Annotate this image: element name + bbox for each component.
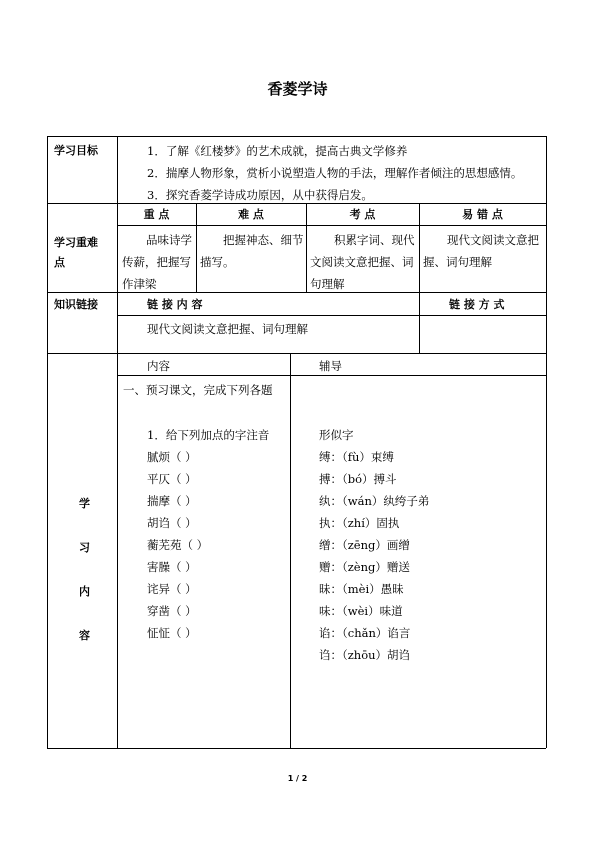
focus-cell-key: 品味诗学传薪，把握写作津梁 (122, 233, 192, 291)
goal-item-2: 2．揣摩人物形象，赏析小说塑造人物的手法，理解作者倾注的思想感情。 (147, 166, 523, 180)
list-item: 平仄（ ） (147, 472, 197, 486)
list-item: 缯：（zēng）画缯 (319, 538, 410, 552)
list-item: 缚：（fù）束缚 (319, 450, 394, 464)
list-item: 搏：（bó）搏斗 (319, 472, 397, 486)
task-sub: 1．给下列加点的字注音 (147, 428, 270, 442)
page-number: 1 / 2 (287, 774, 308, 783)
task-heading: 一、预习课文，完成下列各题 (123, 383, 273, 397)
list-item: 蘅芜苑（ ） (147, 538, 209, 552)
links-content: 现代文阅读文意把握、词句理解 (147, 322, 308, 336)
study-col-guide: 辅导 (319, 359, 342, 373)
focus-header-exam: 考 点 (349, 208, 376, 221)
links-label: 知识链接 (54, 298, 98, 311)
study-col-content: 内容 (147, 359, 170, 373)
study-label-char-2: 习 (79, 541, 90, 554)
links-content-header: 链 接 内 容 (147, 298, 203, 311)
goals-label: 学习目标 (54, 144, 98, 157)
focus-cell-error: 现代文阅读文意把握、词句理解 (423, 233, 539, 269)
list-item: 诌：（zhōu）胡诌 (319, 648, 411, 662)
study-label-char-4: 容 (79, 629, 90, 642)
focus-header-error: 易 错 点 (462, 208, 503, 221)
list-item: 害臊（ ） (147, 560, 197, 574)
list-item: 揣摩（ ） (147, 494, 197, 508)
guide-heading: 形似字 (319, 428, 354, 442)
list-item: 穿凿（ ） (147, 604, 197, 618)
focus-label-line1: 学习重难 (54, 236, 98, 249)
links-method-header: 链 接 方 式 (449, 298, 505, 311)
focus-cell-exam: 积累字词、现代文阅读文意把握、词句理解 (310, 233, 415, 291)
list-item: 执：（zhí）固执 (319, 516, 400, 530)
list-item: 怔怔（ ） (147, 626, 197, 640)
study-label-char-1: 学 (79, 497, 90, 510)
focus-cell-difficult: 把握神态、细节描写。 (200, 233, 304, 269)
list-item: 味：（wèi）味道 (319, 604, 403, 618)
list-item: 赠：（zèng）赠送 (319, 560, 410, 574)
page-title: 香菱学诗 (267, 80, 328, 98)
focus-label-line2: 点 (54, 256, 65, 269)
list-item: 谄：（chǎn）谄言 (319, 626, 411, 640)
goal-item-3: 3．探究香菱学诗成功原因，从中获得启发。 (147, 188, 373, 202)
list-item: 腻烦（ ） (147, 450, 197, 464)
focus-header-key: 重 点 (143, 208, 170, 221)
list-item: 胡诌（ ） (147, 516, 197, 530)
focus-header-difficult: 难 点 (238, 208, 264, 221)
study-label-char-3: 内 (79, 585, 90, 598)
goal-item-1: 1．了解《红楼梦》的艺术成就，提高古典文学修养 (147, 144, 408, 158)
list-item: 昧：（mèi）愚昧 (319, 582, 404, 596)
list-item: 诧异（ ） (147, 582, 197, 596)
list-item: 纨：（wán）纨绔子弟 (319, 494, 430, 508)
